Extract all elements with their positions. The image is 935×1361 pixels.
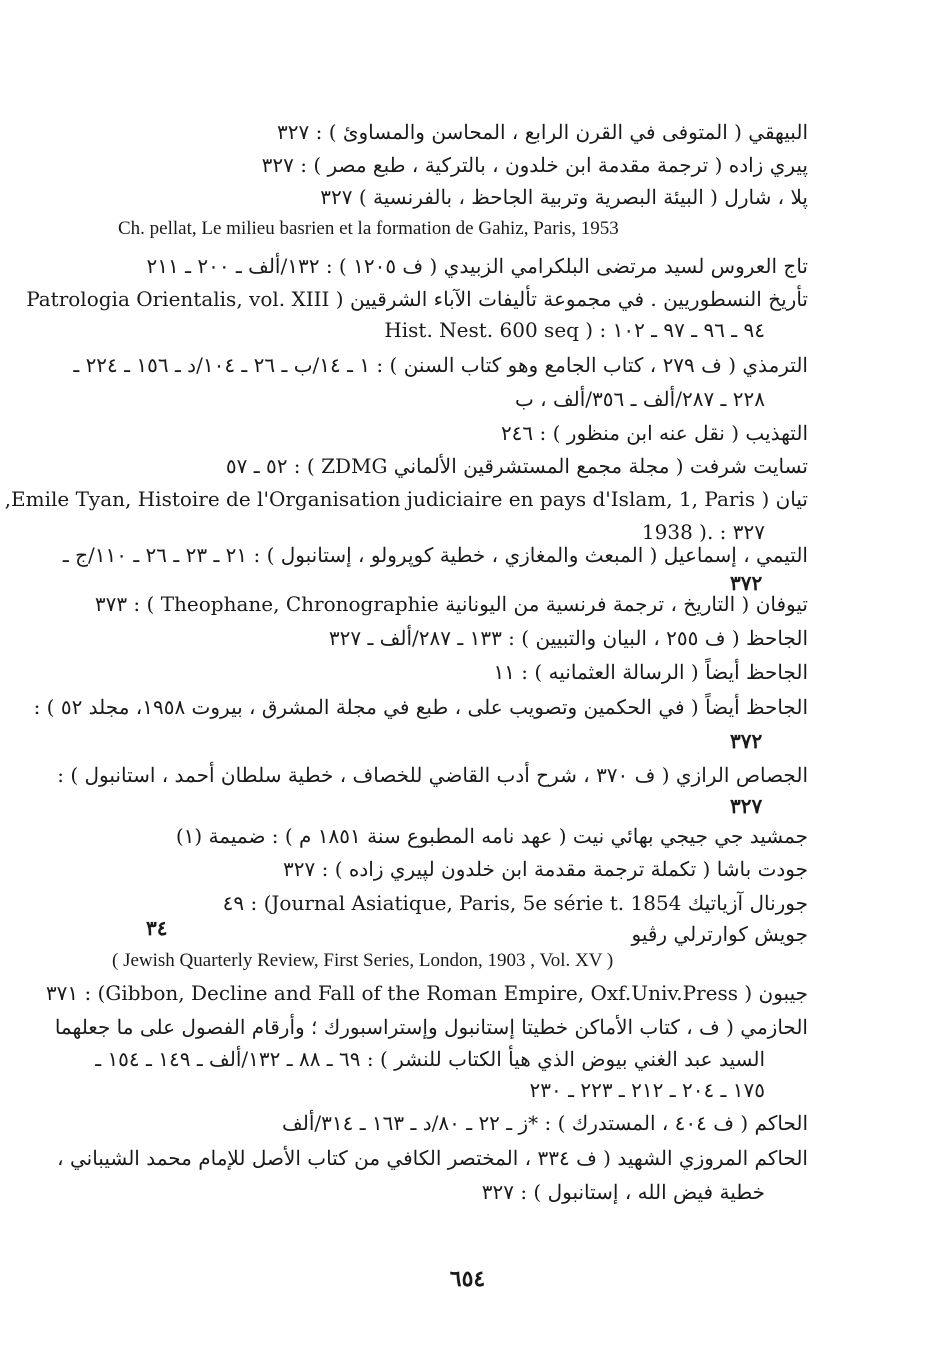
index-entry: جويش كوارترلي رڤيو — [631, 922, 808, 946]
index-entry-number: ٣٤ — [146, 916, 168, 940]
index-entry: الجاحظ ( ف ٢٥٥ ، البيان والتبيين ) : ١٣٣ ـ ٢٨٧/ألف ـ ٣٢٧ — [328, 626, 808, 650]
index-entry: التهذيب ( نقل عنه ابن منظور ) : ٢٤٦ — [500, 421, 808, 445]
index-entry: الحازمي ( ف ، كتاب الأماكن خطيتا إستانبول وإستراسبورك ؛ وأرقام الفصول على ما جعلهما — [54, 1015, 808, 1039]
index-entry: الحاكم المروزي الشهيد ( ف ٣٣٤ ، المختصر الكافي من كتاب الأصل للإمام محمد الشيباني ، — [57, 1146, 808, 1170]
index-entry: الترمذي ( ف ٢٧٩ ، كتاب الجامع وهو كتاب السنن ) : ١ ـ ١٤/ب ـ ٢٦ ـ ١٠٤/د ـ ١٥٦ ـ ٢٢٤ ـ — [73, 353, 808, 377]
index-entry: تأريخ النسطوريين . في مجموعة تأليفات الآباء الشرقيين ( Patrologia Orientalis, vol. XIII — [26, 287, 808, 311]
index-entry-latin: ( Jewish Quarterly Review, First Series, London, 1903 , Vol. XV ) — [112, 950, 614, 971]
index-entry-latin: Ch. pellat, Le milieu basrien et la formation de Gahiz, Paris, 1953 — [118, 218, 619, 239]
index-entry: جودت باشا ( تكملة ترجمة مقدمة ابن خلدون لپيري زاده ) : ٣٢٧ — [283, 857, 808, 881]
index-entry-continuation: ٣٢٧ — [730, 794, 763, 818]
index-entry-continuation: ٢٢٨ ـ ٢٨٧/ألف ـ ٣٥٦/ألف ، ب — [514, 387, 765, 411]
index-entry-continuation: Hist. Nest. 600 seq ) : ٩٤ ـ ٩٦ ـ ٩٧ ـ ١٠٢ — [384, 318, 765, 342]
index-entry: تيوفان ( التاريخ ، ترجمة فرنسية من اليونانية Theophane, Chronographie ) : ٣٧٣ — [94, 592, 808, 616]
index-entry-continuation: السيد عبد الغني بيوض الذي هيأ الكتاب للنشر ) : ٦٩ ـ ٨٨ ـ ١٣٢/ألف ـ ١٤٩ ـ ١٥٤ ـ — [95, 1047, 765, 1071]
index-entry: الجصاص الرازي ( ف ٣٧٠ ، شرح أدب القاضي للخصاف ، خطية سلطان أحمد ، استانبول ) : — [57, 763, 808, 787]
index-entry: جيبون ( Gibbon, Decline and Fall of the Roman Empire, Oxf.Univ.Press) : ٣٧١ — [45, 981, 808, 1005]
index-entry-continuation: ٣٧٢ — [730, 729, 763, 753]
index-entry: جمشيد جي جيجي بهائي نيت ( عهد نامه المطبوع سنة ١٨٥١ م ) : ضميمة (١) — [175, 824, 808, 848]
index-entry: الجاحظ أيضاً ( الرسالة العثمانيه ) : ١١ — [493, 660, 808, 684]
index-entry-continuation: ٣٧٢ — [730, 571, 763, 595]
index-entry: البيهقي ( المتوفى في القرن الرابع ، المحاسن والمساوئ ) : ٣٢٧ — [277, 120, 808, 144]
index-entry: الحاكم ( ف ٤٠٤ ، المستدرك ) : *ز ـ ٢٢ ـ ٨٠/د ـ ١٦٣ ـ ٣١٤/ألف — [282, 1111, 808, 1135]
index-entry: پلا ، شارل ( البيئة البصرية وتربية الجاحظ ، بالفرنسية ) ٣٢٧ — [320, 185, 808, 209]
index-entry: التيمي ، إسماعيل ( المبعث والمغازي ، خطية كوپرولو ، إستانبول ) : ٢١ ـ ٢٣ ـ ٢٦ ـ ١١٠/ج ـ — [62, 543, 808, 567]
index-entry-continuation: 1938 ). : ٣٢٧ — [641, 520, 765, 544]
index-entry: جورنال آزياتيك Journal Asiatique, Paris, 5e série t. 1854) : ٤٩ — [222, 891, 808, 915]
index-entry: تاج العروس لسيد مرتضى البلكرامي الزبيدي ( ف ١٢٠٥ ) : ١٣٢/ألف ـ ٢٠٠ ـ ٢١١ — [146, 254, 808, 278]
index-entry: تيان ( Emile Tyan, Histoire de l'Organisation judiciaire en pays d'Islam, 1, Paris, — [4, 487, 808, 511]
index-entry-continuation: خطية فيض الله ، إستانبول ) : ٣٢٧ — [481, 1180, 765, 1204]
index-entry: الجاحظ أيضاً ( في الحكمين وتصويب على ، طبع في مجلة المشرق ، بيروت ١٩٥٨، مجلد ٥٢ ) : — [33, 695, 808, 719]
page-number: ٦٥٤ — [449, 1266, 486, 1292]
index-entry-continuation: ١٧٥ ـ ٢٠٤ ـ ٢١٢ ـ ٢٢٣ ـ ٢٣٠ — [529, 1078, 765, 1102]
index-entry: تسايت شرفت ( مجلة مجمع المستشرقين الألماني ZDMG ) : ٥٢ ـ ٥٧ — [225, 454, 808, 478]
index-entry: پيري زاده ( ترجمة مقدمة ابن خلدون ، بالتركية ، طبع مصر ) : ٣٢٧ — [261, 153, 808, 177]
